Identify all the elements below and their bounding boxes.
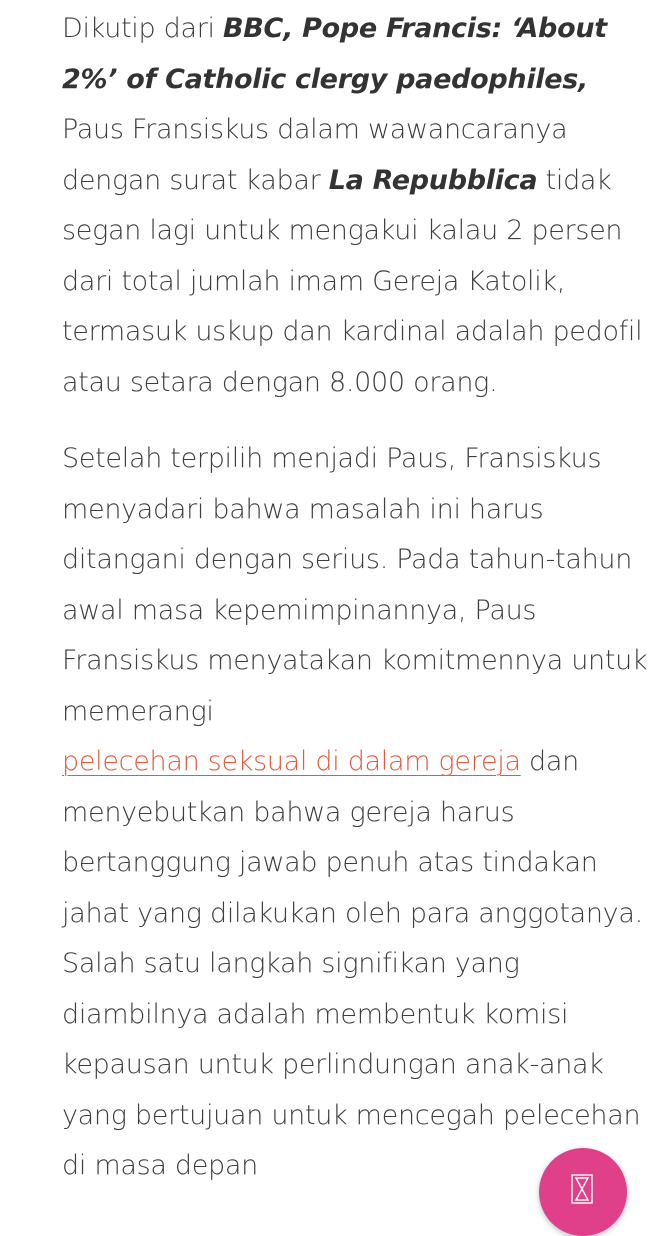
- sexual-abuse-link[interactable]: pelecehan seksual di dalam gereja: [62, 746, 521, 777]
- p1-text-1: Dikutip dari: [62, 13, 223, 44]
- p1-text-3: tidak segan lagi untuk mengakui kalau 2 persen dari total jumlah imam Gereja Katolik, termasuk uskup dan kardinal adalah pedofil atau setara dengan 8.000 orang.: [62, 164, 643, 398]
- paragraph-1: [62, 4, 652, 408]
- p1-text-2: Paus Fransiskus dalam wawancaranya dengan surat kabar: [62, 114, 568, 196]
- hourglass-icon: [571, 1174, 593, 1204]
- source-title: BBC, Pope Francis: ‘About 2%’ of Catholic clergy paedophiles,: [62, 13, 607, 95]
- paragraph-2: [62, 434, 652, 1192]
- p2-text-1: Setelah terpilih menjadi Paus, Fransiskus menyadari bahwa masalah ini harus ditangani dengan serius. Pada tahun-tahun awal masa kepemimpinannya, Paus Fransiskus menyatakan komitmennya untuk memerangi: [62, 443, 648, 727]
- floating-action-button[interactable]: [539, 1148, 627, 1236]
- p2-text-2: dan menyebutkan bahwa gereja harus bertanggung jawab penuh atas tindakan jahat yang dilakukan oleh para anggotanya. Salah satu langkah signifikan yang diambilnya adalah membentuk komisi kepausan untuk perlindungan anak-anak yang bertujuan untuk mencegah pelecehan di masa depan: [62, 746, 643, 1181]
- newspaper-name: La Repubblica: [328, 164, 538, 196]
- article-body: [62, 4, 652, 1218]
